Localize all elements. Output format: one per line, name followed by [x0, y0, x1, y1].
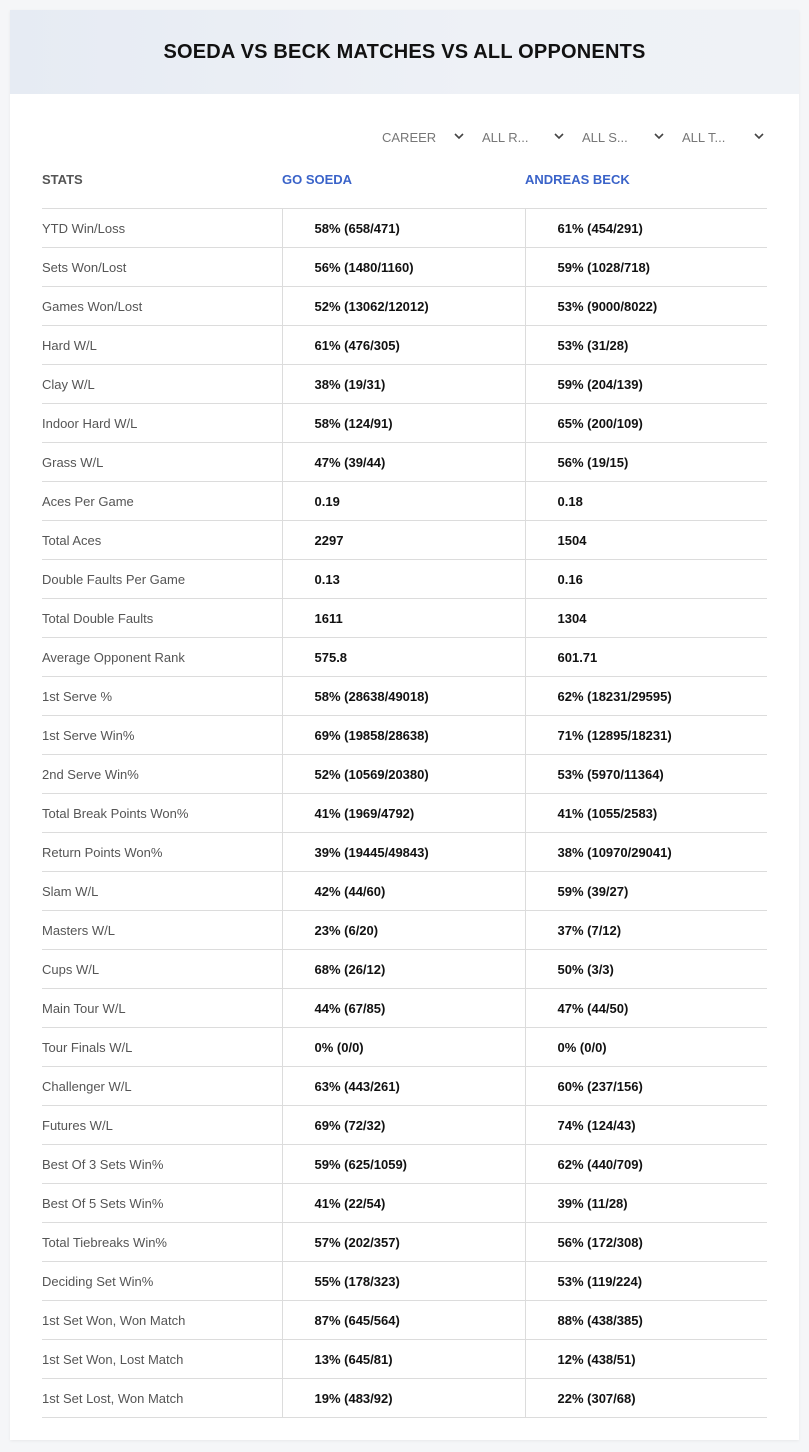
stat-name: Double Faults Per Game — [42, 560, 282, 599]
player1-value: 58% (658/471) — [282, 209, 525, 248]
stat-name: Total Tiebreaks Win% — [42, 1223, 282, 1262]
stats-table-header — [42, 172, 767, 208]
player1-value: 59% (625/1059) — [282, 1145, 525, 1184]
table-row — [42, 1379, 767, 1418]
player2-value: 0% (0/0) — [525, 1028, 767, 1067]
player2-value: 53% (119/224) — [525, 1262, 767, 1301]
stats-column-header: STATS — [42, 172, 83, 187]
stat-name: 1st Set Lost, Won Match — [42, 1379, 282, 1418]
stat-name: 1st Serve % — [42, 677, 282, 716]
player1-value: 0.19 — [282, 482, 525, 521]
filter-tournaments-select[interactable] — [682, 126, 782, 148]
player2-value: 22% (307/68) — [525, 1379, 767, 1418]
player2-value: 60% (237/156) — [525, 1067, 767, 1106]
table-row — [42, 950, 767, 989]
table-row — [42, 989, 767, 1028]
table-row — [42, 1262, 767, 1301]
player2-value: 53% (9000/8022) — [525, 287, 767, 326]
stat-name: Sets Won/Lost — [42, 248, 282, 287]
player2-value: 65% (200/109) — [525, 404, 767, 443]
stat-name: Challenger W/L — [42, 1067, 282, 1106]
player1-value: 0% (0/0) — [282, 1028, 525, 1067]
filter-surfaces-select[interactable] — [582, 126, 682, 148]
table-row — [42, 209, 767, 248]
table-row — [42, 560, 767, 599]
table-row — [42, 911, 767, 950]
stat-name: Tour Finals W/L — [42, 1028, 282, 1067]
stat-name: Average Opponent Rank — [42, 638, 282, 677]
player2-value: 39% (11/28) — [525, 1184, 767, 1223]
table-row — [42, 404, 767, 443]
stat-name: Futures W/L — [42, 1106, 282, 1145]
table-row — [42, 755, 767, 794]
stat-name: Masters W/L — [42, 911, 282, 950]
player1-value: 0.13 — [282, 560, 525, 599]
table-row — [42, 365, 767, 404]
stat-name: Best Of 5 Sets Win% — [42, 1184, 282, 1223]
page-title: SOEDA VS BECK MATCHES VS ALL OPPONENTS — [163, 40, 646, 63]
player1-value: 47% (39/44) — [282, 443, 525, 482]
player1-value: 38% (19/31) — [282, 365, 525, 404]
stats-table-body — [42, 209, 767, 1418]
player2-value: 38% (10970/29041) — [525, 833, 767, 872]
stat-name: Hard W/L — [42, 326, 282, 365]
player2-value: 59% (204/139) — [525, 365, 767, 404]
stat-name: Return Points Won% — [42, 833, 282, 872]
player2-value: 56% (172/308) — [525, 1223, 767, 1262]
player1-link[interactable]: GO SOEDA — [282, 172, 353, 187]
player2-value: 41% (1055/2583) — [525, 794, 767, 833]
stat-name: 2nd Serve Win% — [42, 755, 282, 794]
stat-name: Grass W/L — [42, 443, 282, 482]
stat-name: Total Aces — [42, 521, 282, 560]
table-row — [42, 287, 767, 326]
player1-value: 41% (1969/4792) — [282, 794, 525, 833]
player1-value: 575.8 — [282, 638, 525, 677]
stat-name: Indoor Hard W/L — [42, 404, 282, 443]
stat-name: Clay W/L — [42, 365, 282, 404]
stat-name: Aces Per Game — [42, 482, 282, 521]
player2-link[interactable]: ANDREAS BECK — [525, 172, 630, 187]
table-row — [42, 1028, 767, 1067]
table-row — [42, 599, 767, 638]
player1-value: 2297 — [282, 521, 525, 560]
filter-career-select[interactable] — [382, 126, 482, 148]
chevron-down-icon — [753, 130, 765, 142]
player1-value: 52% (13062/12012) — [282, 287, 525, 326]
table-row — [42, 248, 767, 287]
filter-bar — [382, 126, 782, 148]
table-row — [42, 677, 767, 716]
table-row — [42, 1223, 767, 1262]
player2-value: 1504 — [525, 521, 767, 560]
table-row — [42, 482, 767, 521]
table-row — [42, 638, 767, 677]
player1-value: 69% (19858/28638) — [282, 716, 525, 755]
table-row — [42, 1184, 767, 1223]
stats-table — [42, 208, 767, 1418]
table-row — [42, 716, 767, 755]
player2-value: 50% (3/3) — [525, 950, 767, 989]
table-row — [42, 521, 767, 560]
table-row — [42, 833, 767, 872]
player2-value: 0.16 — [525, 560, 767, 599]
stat-name: Best Of 3 Sets Win% — [42, 1145, 282, 1184]
table-row — [42, 1145, 767, 1184]
player2-value: 71% (12895/18231) — [525, 716, 767, 755]
player2-value: 88% (438/385) — [525, 1301, 767, 1340]
player2-value: 0.18 — [525, 482, 767, 521]
chevron-down-icon — [653, 130, 665, 142]
stat-name: 1st Set Won, Won Match — [42, 1301, 282, 1340]
stat-name: Total Double Faults — [42, 599, 282, 638]
filter-label: ALL T... — [682, 129, 726, 145]
chevron-down-icon — [453, 130, 465, 142]
player1-value: 39% (19445/49843) — [282, 833, 525, 872]
player2-value: 61% (454/291) — [525, 209, 767, 248]
table-row — [42, 1067, 767, 1106]
player1-value: 63% (443/261) — [282, 1067, 525, 1106]
player1-value: 52% (10569/20380) — [282, 755, 525, 794]
player1-value: 68% (26/12) — [282, 950, 525, 989]
player1-value: 69% (72/32) — [282, 1106, 525, 1145]
filter-rounds-select[interactable] — [482, 126, 582, 148]
table-row — [42, 326, 767, 365]
player2-value: 59% (1028/718) — [525, 248, 767, 287]
table-row — [42, 1301, 767, 1340]
player2-value: 56% (19/15) — [525, 443, 767, 482]
player2-value: 1304 — [525, 599, 767, 638]
card-header — [10, 10, 799, 94]
stat-name: Main Tour W/L — [42, 989, 282, 1028]
stat-name: Total Break Points Won% — [42, 794, 282, 833]
player2-value: 601.71 — [525, 638, 767, 677]
player2-value: 53% (31/28) — [525, 326, 767, 365]
table-row — [42, 794, 767, 833]
table-row — [42, 872, 767, 911]
player2-value: 47% (44/50) — [525, 989, 767, 1028]
stat-name: Deciding Set Win% — [42, 1262, 282, 1301]
player1-value: 13% (645/81) — [282, 1340, 525, 1379]
player1-value: 61% (476/305) — [282, 326, 525, 365]
filter-label: ALL R... — [482, 129, 529, 145]
stat-name: 1st Set Won, Lost Match — [42, 1340, 282, 1379]
chevron-down-icon — [553, 130, 565, 142]
player1-value: 56% (1480/1160) — [282, 248, 525, 287]
player2-value: 37% (7/12) — [525, 911, 767, 950]
filter-label: ALL S... — [582, 129, 628, 145]
table-row — [42, 1106, 767, 1145]
player1-value: 58% (28638/49018) — [282, 677, 525, 716]
player1-value: 44% (67/85) — [282, 989, 525, 1028]
stat-name: Slam W/L — [42, 872, 282, 911]
player1-value: 23% (6/20) — [282, 911, 525, 950]
stat-name: Cups W/L — [42, 950, 282, 989]
player1-value: 42% (44/60) — [282, 872, 525, 911]
player2-value: 12% (438/51) — [525, 1340, 767, 1379]
player1-value: 1611 — [282, 599, 525, 638]
table-row — [42, 1340, 767, 1379]
player1-value: 57% (202/357) — [282, 1223, 525, 1262]
player2-value: 59% (39/27) — [525, 872, 767, 911]
player2-value: 53% (5970/11364) — [525, 755, 767, 794]
player1-value: 87% (645/564) — [282, 1301, 525, 1340]
player1-value: 58% (124/91) — [282, 404, 525, 443]
player2-value: 74% (124/43) — [525, 1106, 767, 1145]
player1-value: 41% (22/54) — [282, 1184, 525, 1223]
table-row — [42, 443, 767, 482]
stat-name: 1st Serve Win% — [42, 716, 282, 755]
stat-name: YTD Win/Loss — [42, 209, 282, 248]
player2-value: 62% (18231/29595) — [525, 677, 767, 716]
filter-label: CAREER — [382, 129, 437, 145]
player1-value: 55% (178/323) — [282, 1262, 525, 1301]
player2-value: 62% (440/709) — [525, 1145, 767, 1184]
stats-card — [10, 10, 799, 1440]
player1-value: 19% (483/92) — [282, 1379, 525, 1418]
stat-name: Games Won/Lost — [42, 287, 282, 326]
